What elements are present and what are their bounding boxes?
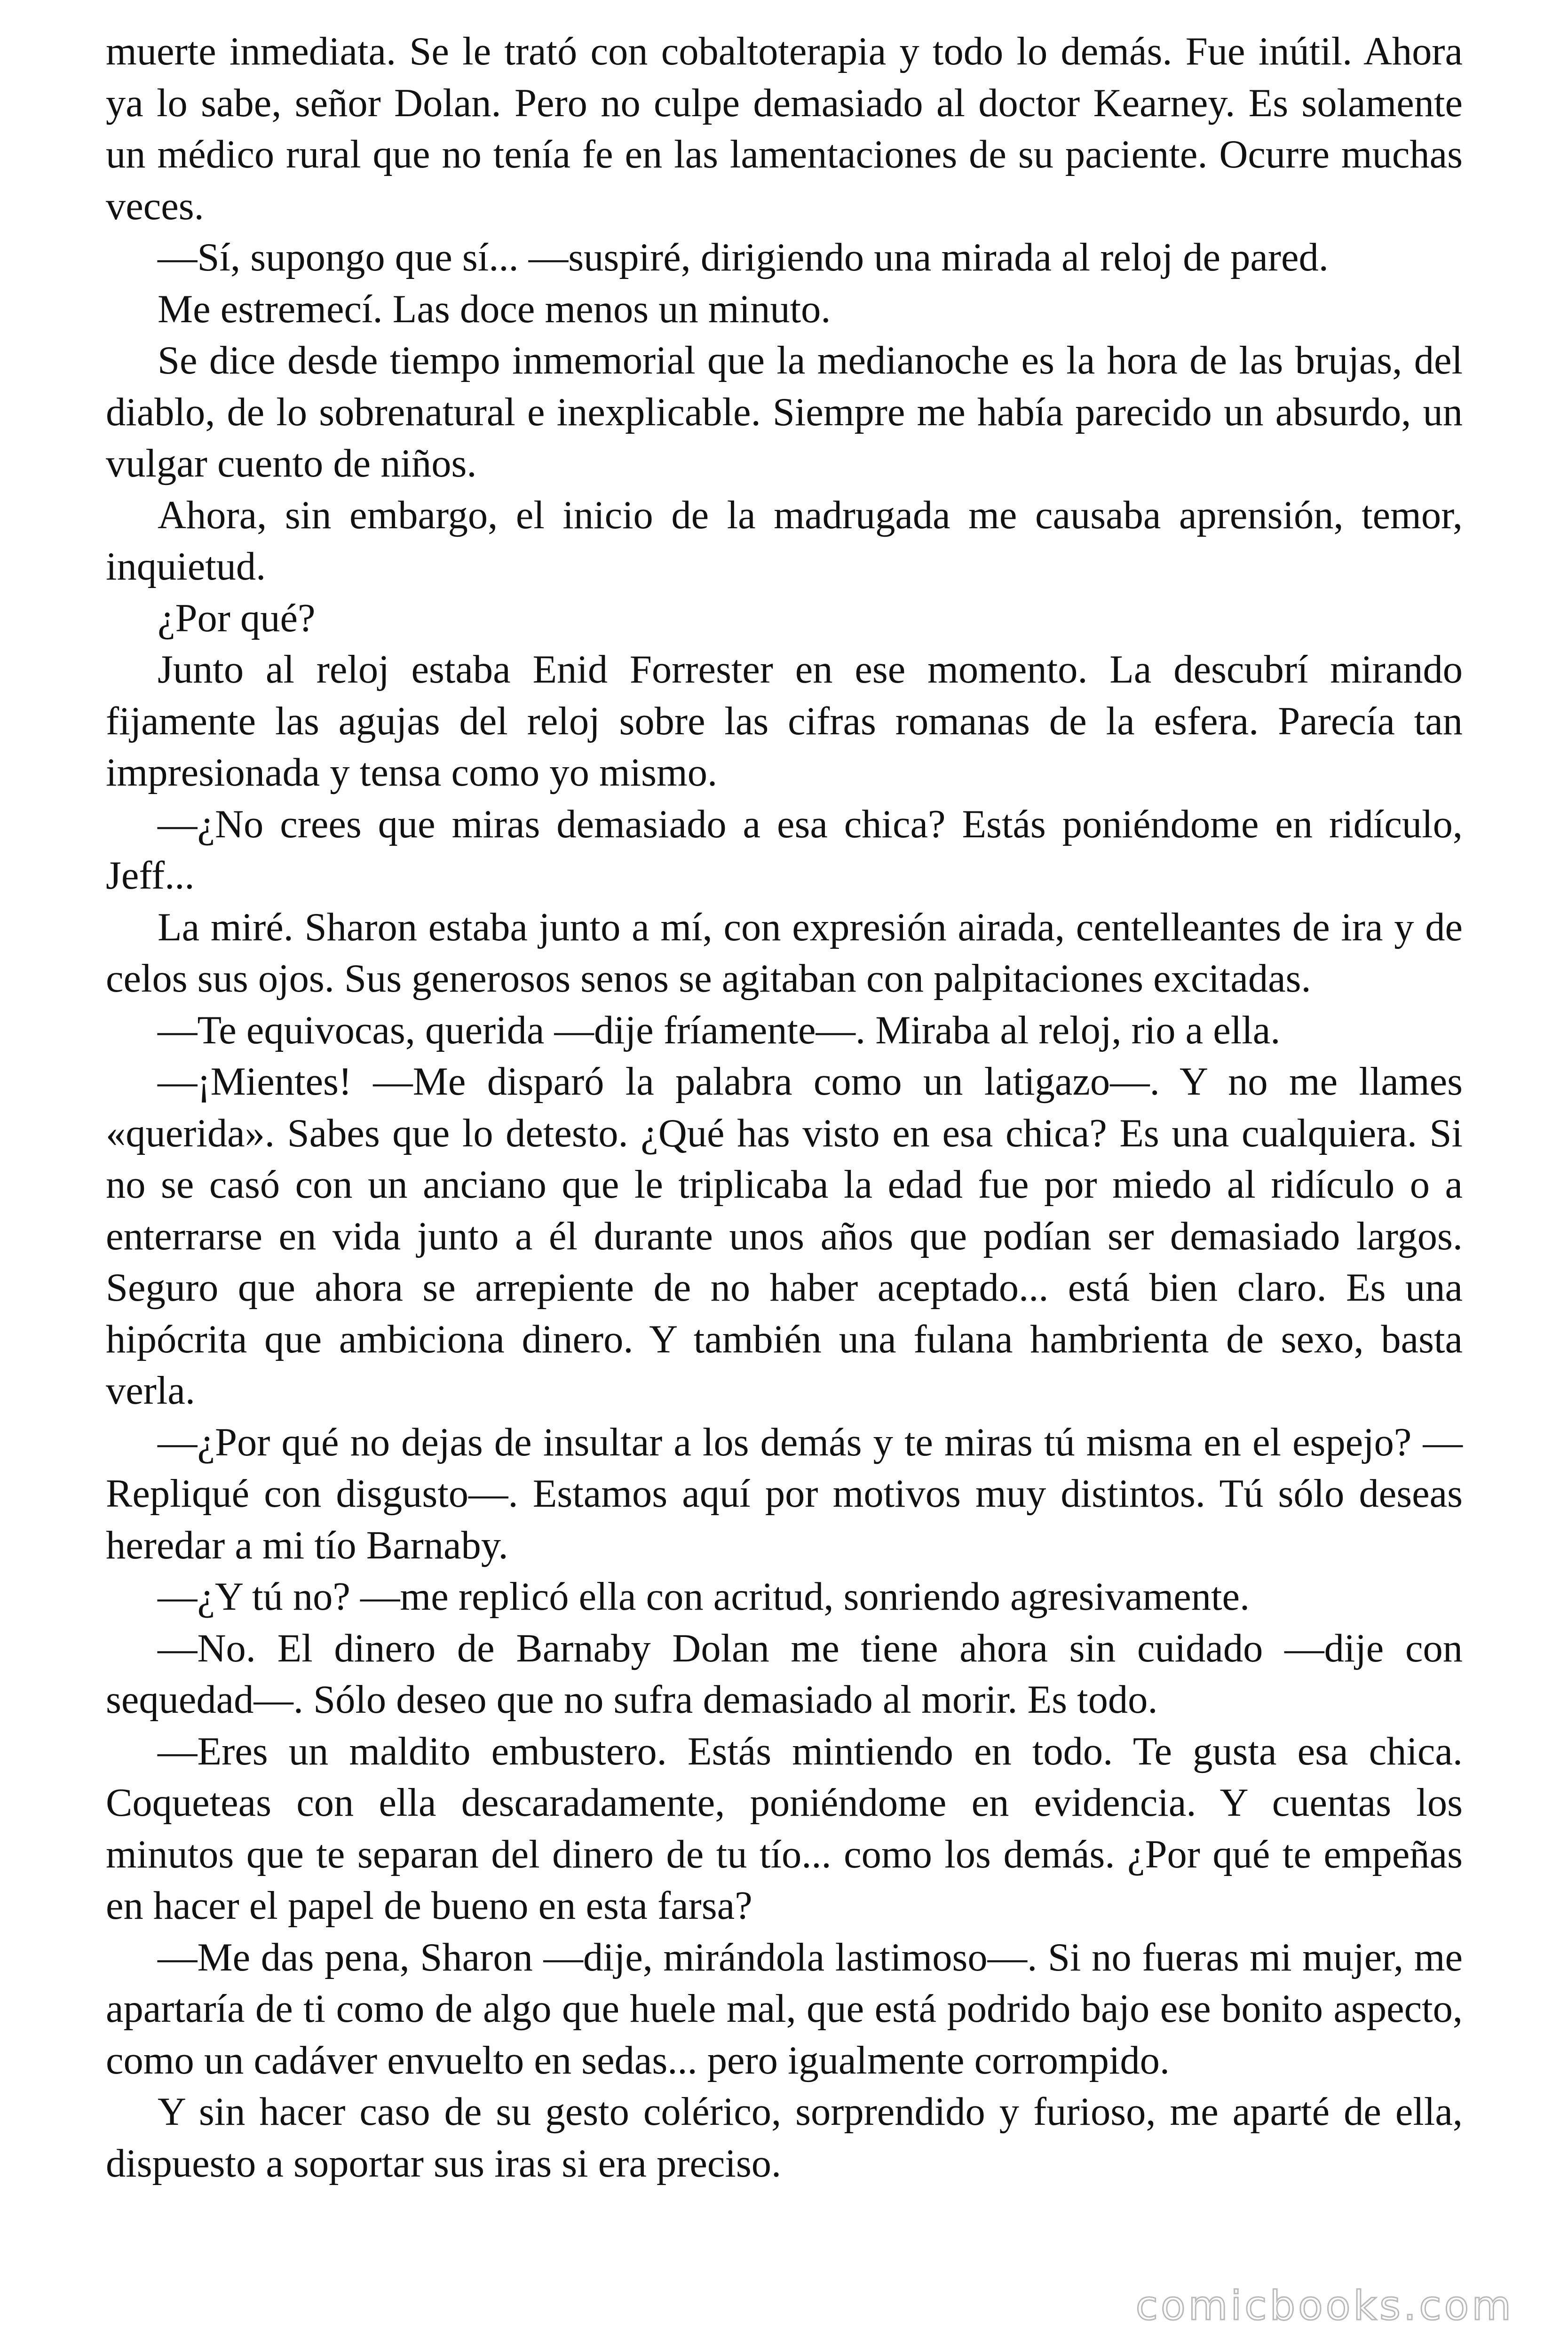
paragraph-12: —¿Por qué no dejas de insultar a los demás y te miras tú misma en el espejo? —Repliqué con disgusto—. Estamos aquí por motivos muy distintos. Tú sólo deseas heredar a mi tío Barnaby. <box>106 1420 1463 1567</box>
paragraph-15: —Eres un maldito embustero. Estás mintiendo en todo. Te gusta esa chica. Coqueteas con ella descaradamente, poniéndome en evidencia. Y cuentas los minutos que te separan del dinero de tu tío... como los demás. ¿Por qué te empeñas en hacer el papel de bueno en esta farsa? <box>106 1729 1463 1928</box>
paragraph-10: —Te equivocas, querida —dije fríamente—. Miraba al reloj, rio a ella. <box>158 1008 1281 1052</box>
paragraph-6: ¿Por qué? <box>158 596 316 640</box>
paragraph-1: muerte inmediata. Se le trató con cobaltoterapia y todo lo demás. Fue inútil. Ahora ya lo sabe, señor Dolan. Pero no culpe demasiado al doctor Kearney. Es solamente un médico rural que no tenía fe en las lamentaciones de su paciente. Ocurre muchas veces. <box>106 30 1463 228</box>
paragraph-8: —¿No crees que miras demasiado a esa chica? Estás poniéndome en ridículo, Jeff... <box>106 802 1463 898</box>
paragraph-17: Y sin hacer caso de su gesto colérico, sorprendido y furioso, me aparté de ella, dispuesto a soportar sus iras si era preciso. <box>106 2090 1463 2185</box>
paragraph-3: Me estremecí. Las doce menos un minuto. <box>158 287 831 331</box>
paragraph-16: —Me das pena, Sharon —dije, mirándola lastimoso—. Si no fueras mi mujer, me apartaría de ti como de algo que huele mal, que está podrido bajo ese bonito aspecto, como un cadáver envuelto en sedas... pero igualmente corrompido. <box>106 1935 1463 2082</box>
paragraph-2: —Sí, supongo que sí... —suspiré, dirigiendo una mirada al reloj de pared. <box>158 236 1329 279</box>
paragraph-7: Junto al reloj estaba Enid Forrester en ese momento. La descubrí mirando fijamente las agujas del reloj sobre las cifras romanas de la esfera. Parecía tan impresionada y tensa como yo mismo. <box>106 648 1463 795</box>
book-page <box>106 26 1463 2189</box>
watermark: comicbooks.com <box>1135 2282 1514 2329</box>
paragraph-4: Se dice desde tiempo inmemorial que la medianoche es la hora de las brujas, del diablo, de lo sobrenatural e inexplicable. Siempre me había parecido un absurdo, un vulgar cuento de niños. <box>106 339 1463 485</box>
paragraph-11: —¡Mientes! —Me disparó la palabra como un latigazo—. Y no me llames «querida». Sabes que lo detesto. ¿Qué has visto en esa chica? Es una cualquiera. Si no se casó con un anciano que le triplicaba la edad fue por miedo al ridículo o a enterrarse en vida junto a él durante unos años que podían ser demasiado largos. Seguro que ahora se arrepiente de no haber aceptado... está bien claro. Es una hipócrita que ambiciona dinero. Y también una fulana hambrienta de sexo, basta verla. <box>106 1060 1463 1413</box>
paragraph-14: —No. El dinero de Barnaby Dolan me tiene ahora sin cuidado —dije con sequedad—. Sólo deseo que no sufra demasiado al morir. Es todo. <box>106 1626 1463 1722</box>
paragraph-9: La miré. Sharon estaba junto a mí, con expresión airada, centelleantes de ira y de celos sus ojos. Sus generosos senos se agitaban con palpitaciones excitadas. <box>106 905 1463 1001</box>
paragraph-13: —¿Y tú no? —me replicó ella con acritud, sonriendo agresivamente. <box>158 1575 1250 1619</box>
paragraph-5: Ahora, sin embargo, el inicio de la madrugada me causaba aprensión, temor, inquietud. <box>106 493 1463 588</box>
